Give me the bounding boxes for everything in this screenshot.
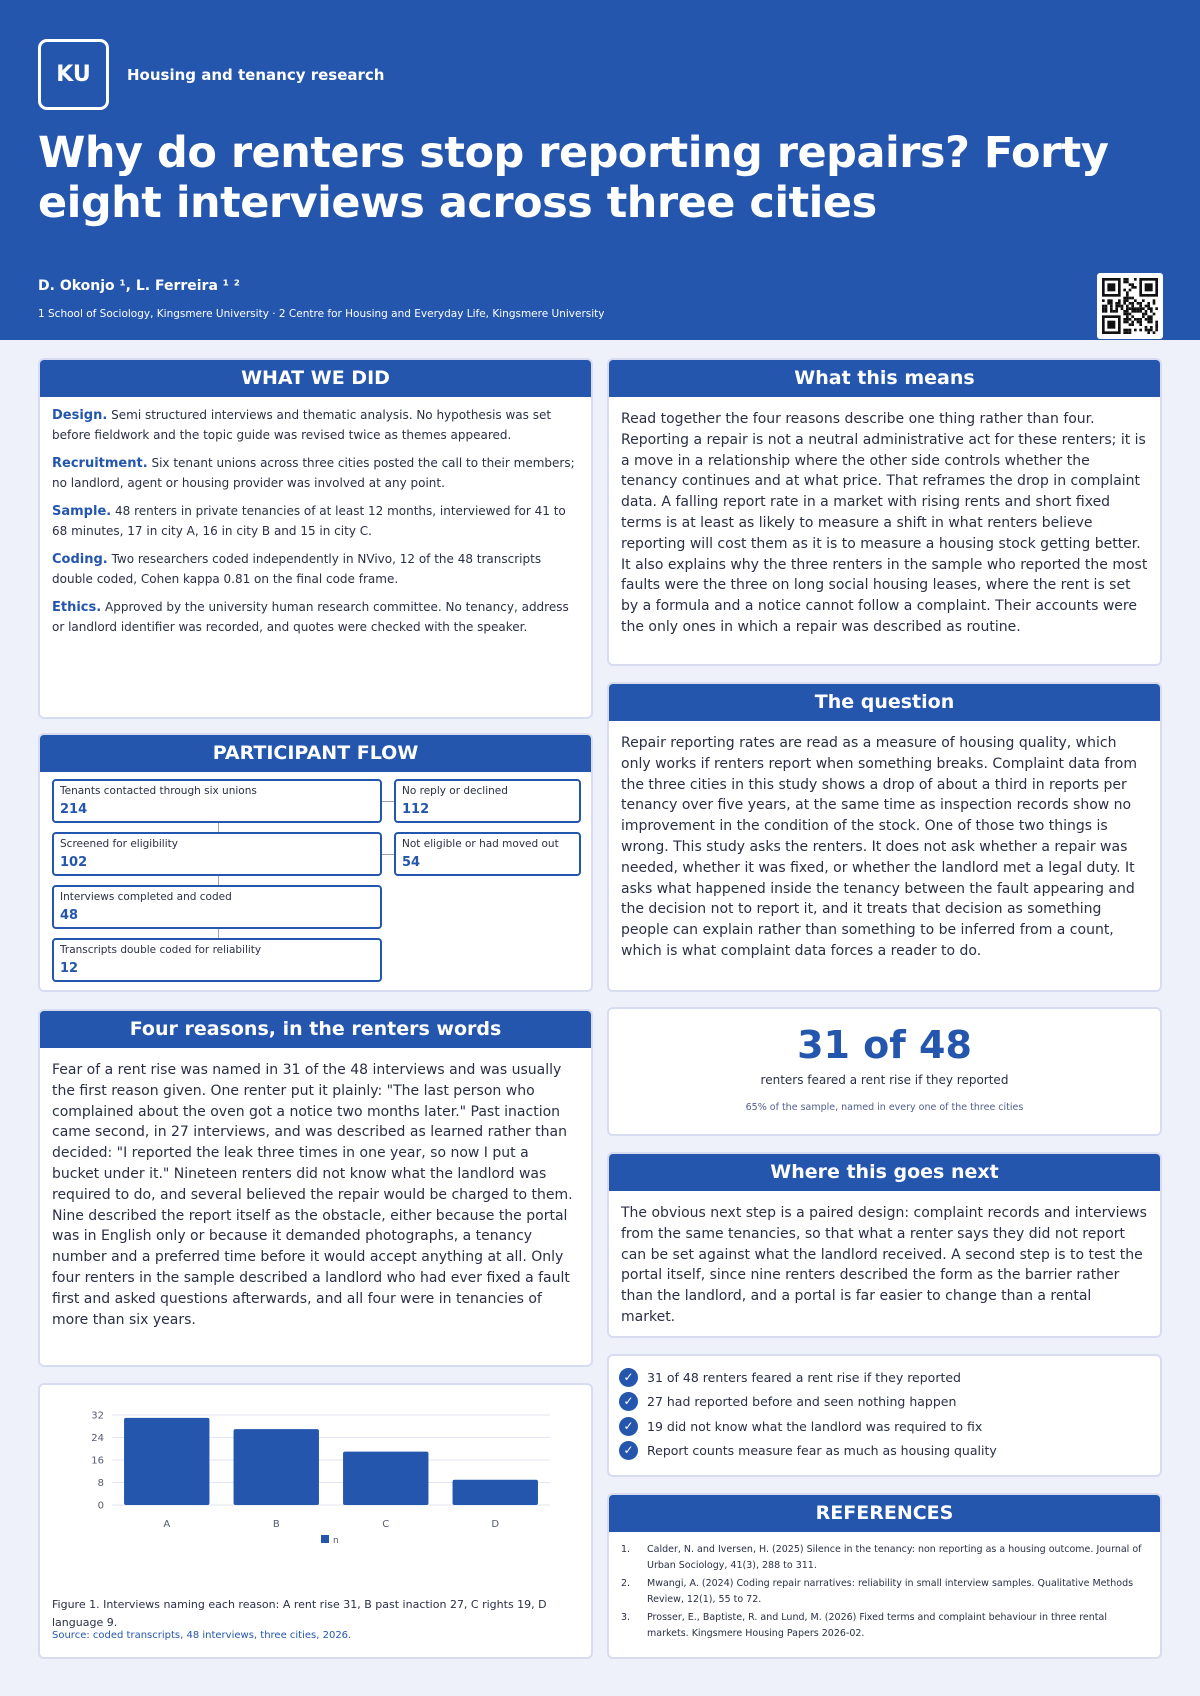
reference-item: 2. Mwangi, A. (2024) Coding repair narratives: reliability in small interview samples. Qualitative Methods Review, 12(1), 55 to 72.	[621, 1578, 1134, 1605]
check-icon: ✓	[619, 1368, 638, 1387]
affiliations: 1 School of Sociology, Kingsmere University · 2 Centre for Housing and Everyday Life, Kingsmere University	[38, 308, 605, 320]
references-title: REFERENCES	[609, 1495, 1160, 1532]
y-tick-label: 24	[91, 1433, 104, 1444]
next-steps-card	[607, 1152, 1162, 1338]
finding-item: ✓ 19 did not know what the landlord was required to fix	[619, 1414, 1150, 1439]
reasons-title: Four reasons, in the renters words	[40, 1011, 591, 1048]
check-icon: ✓	[619, 1392, 638, 1411]
method-item: Ethics. Approved by the university human research committee. No tenancy, address or landlord identifier was recorded, and quotes were checked with the speaker.	[52, 600, 569, 634]
flow-box: Transcripts double coded for reliability 12	[52, 938, 382, 982]
qr-code-icon	[1102, 278, 1158, 334]
qr-code[interactable]	[1097, 273, 1163, 339]
y-tick-label: 16	[91, 1455, 104, 1467]
figure-card	[38, 1383, 593, 1659]
meaning-title: What this means	[609, 360, 1160, 397]
x-tick-label: A	[163, 1519, 171, 1530]
question-title: The question	[609, 684, 1160, 721]
stat-label: renters feared a rent rise if they reported	[760, 1073, 1009, 1087]
stat-card	[607, 1007, 1162, 1136]
university-logo: KU	[38, 39, 109, 110]
key-findings-card	[607, 1354, 1162, 1477]
reference-item: 3. Prosser, E., Baptiste, R. and Lund, M. (2026) Fixed terms and complaint behaviour in three rental markets. Kingsmere Housing Papers 2026-02.	[621, 1612, 1107, 1639]
flow-connector	[382, 854, 394, 855]
check-icon: ✓	[619, 1441, 638, 1460]
meaning-card	[607, 358, 1162, 666]
method-card	[38, 358, 593, 719]
bar	[124, 1418, 209, 1505]
reasons-card	[38, 1009, 593, 1367]
flow-title: PARTICIPANT FLOW	[40, 735, 591, 772]
y-tick-label: 0	[97, 1500, 104, 1512]
stat-number: 31 of 48	[797, 1023, 972, 1067]
poster-title: Why do renters stop reporting repairs? Forty eight interviews across three cities	[38, 128, 1109, 228]
flow-box-excluded: Not eligible or had moved out 54	[394, 832, 581, 876]
meaning-text: Read together the four reasons describe one thing rather than four. Reporting a repair is not a neutral administrative act for these renters; it is a move in a relationship where the other side controls whether the tenancy continues and at what price. That reframes the drop in complaint data. A falling report rate in a market with rising rents and short fixed terms is at least as likely to measure a shift in what renters believe reporting will cost them as it is to measure a housing stock getting better. It also explains why the three renters in the sample who reported the most faults were the three on long social housing leases, where the rent is set by a formula and a notice cannot follow a complaint. Their accounts were the only ones in which a repair was described as routine.	[621, 411, 1148, 635]
lab-name: Housing and tenancy research	[127, 66, 385, 84]
x-tick-label: C	[382, 1519, 390, 1530]
next-text: The obvious next step is a paired design: complaint records and interviews from the same tenancies, so that what a renter says they did not report can be set against what the landlord received. A second step is to test the portal itself, since nine renters described the form as the barrier rather than the landlord, and a portal is far easier to change than a rental market.	[621, 1205, 1147, 1325]
method-item: Coding. Two researchers coded independently in NVivo, 12 of the 48 transcripts double coded, Cohen kappa 0.81 on the final code frame.	[52, 552, 542, 586]
question-card	[607, 682, 1162, 992]
bar	[234, 1429, 319, 1505]
next-title: Where this goes next	[609, 1154, 1160, 1191]
flow-connector	[382, 801, 394, 802]
finding-item: ✓ 31 of 48 renters feared a rent rise if they reported	[619, 1365, 1150, 1390]
x-tick-label: D	[491, 1519, 500, 1530]
legend-label: n	[333, 1536, 339, 1546]
legend-swatch	[321, 1535, 329, 1543]
x-tick-label: B	[272, 1519, 280, 1530]
finding-item: ✓ 27 had reported before and seen nothing happen	[619, 1390, 1150, 1415]
finding-item: ✓ Report counts measure fear as much as housing quality	[619, 1439, 1150, 1464]
flow-box: Interviews completed and coded 48	[52, 885, 382, 929]
bar	[343, 1452, 428, 1505]
flow-box: Screened for eligibility 102	[52, 832, 382, 876]
poster-header	[0, 0, 1200, 340]
method-title: WHAT WE DID	[40, 360, 591, 397]
reference-item: 1. Calder, N. and Iversen, H. (2025) Silence in the tenancy: non reporting as a housing outcome. Journal of Urban Sociology, 41(3), 288 to 311.	[621, 1544, 1142, 1571]
question-text: Repair reporting rates are read as a measure of housing quality, which only works if renters report when something breaks. Complaint data from the three cities in this study shows a drop of about a third in reports per tenancy over five years, at the same time as inspection records show no improvement in the condition of the stock. One of those two things is wrong. This study asks the renters. It does not ask whether a repair was needed, whether it was fixed, or whether the landlord met a legal duty. It asks what happened inside the tenancy between the fault appearing and the decision not to report it, and it treats that decision as something people can explain rather than something to be inferred from a count, which is what complaint data forces a reader to do.	[621, 735, 1137, 959]
method-item: Sample. 48 renters in private tenancies of at least 12 months, interviewed for 41 to 68 minutes, 17 in city A, 16 in city B and 15 in city C.	[52, 504, 566, 538]
method-item: Design. Semi structured interviews and thematic analysis. No hypothesis was set before fieldwork and the topic guide was revised twice as themes appeared.	[52, 408, 552, 442]
check-icon: ✓	[619, 1417, 638, 1436]
y-tick-label: 8	[97, 1478, 104, 1489]
bar-chart	[40, 1385, 591, 1590]
flow-box-excluded: No reply or declined 112	[394, 779, 581, 823]
flow-box: Tenants contacted through six unions 214	[52, 779, 382, 823]
figure-caption: Figure 1. Interviews naming each reason: A rent rise 31, B past inaction 27, C rights 19, D language 9.	[52, 1598, 547, 1629]
authors: D. Okonjo ¹, L. Ferreira ¹ ²	[38, 278, 240, 294]
stat-subtext: 65% of the sample, named in every one of the three cities	[745, 1102, 1024, 1113]
bar	[453, 1480, 538, 1505]
figure-source: Source: coded transcripts, 48 interviews, three cities, 2026.	[52, 1630, 352, 1641]
method-item: Recruitment. Six tenant unions across three cities posted the call to their members; no landlord, agent or housing provider was involved at any point.	[52, 456, 575, 490]
reasons-text: Fear of a rent rise was named in 31 of the 48 interviews and was usually the first reason given. One renter put it plainly: "The last person who complained about the oven got a notice two months later." Past inaction came second, in 27 interviews, and was described as learned rather than decided: "I reported the leak three times in one year, so now I put a bucket under it." Nineteen renters did not know what the landlord was required to do, and several believed the repair would be charged to them. Nine described the report itself as the obstacle, either because the portal was in English only or because it demanded photographs, a tenancy number and a preferred time before it would accept anything at all. Only four renters in the sample described a landlord who had ever fixed a fault first and asked questions afterwards, and all four were in tenancies of more than six years.	[52, 1062, 573, 1328]
participant-flow-card	[38, 733, 593, 992]
references-card	[607, 1493, 1162, 1659]
y-tick-label: 32	[91, 1410, 104, 1422]
